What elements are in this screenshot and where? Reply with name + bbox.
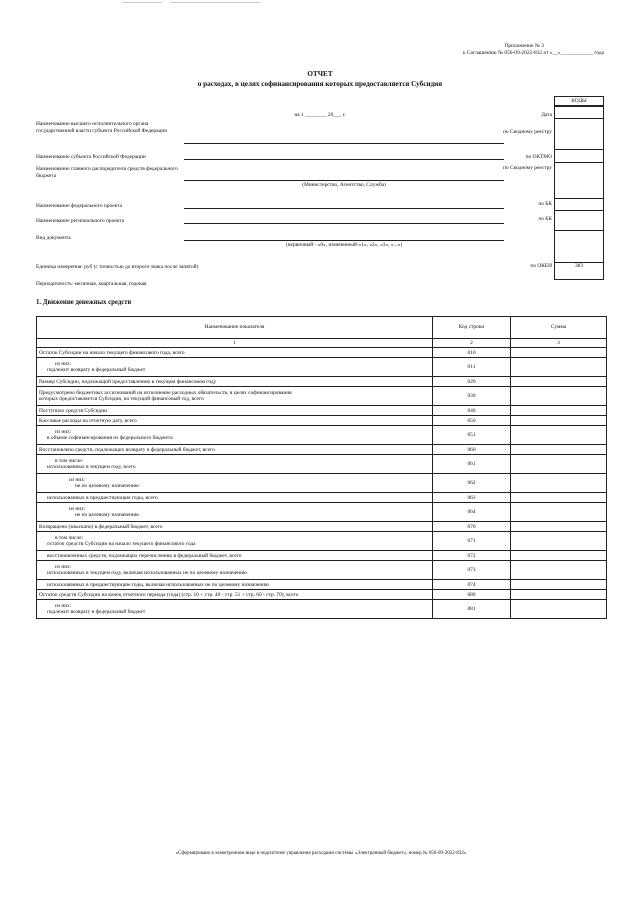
row-sum-cell[interactable] bbox=[511, 590, 607, 600]
row-sum-cell[interactable] bbox=[511, 406, 607, 416]
row-sum-cell[interactable] bbox=[511, 474, 607, 493]
row-indicator-line: в том числе: bbox=[55, 535, 84, 541]
doc-type-label: Вид документа bbox=[36, 235, 71, 241]
unit-label: Единица измерения: руб (с точностью до второго знака после запятой) bbox=[36, 264, 199, 270]
table-row bbox=[37, 474, 607, 493]
registry-label: по Сводному реестру bbox=[503, 129, 552, 135]
row-sum-cell[interactable] bbox=[511, 387, 607, 406]
codes-column bbox=[554, 106, 604, 280]
row-indicator-line: Остаток средств Субсидии на конец отчетного периода (года) (стр. 10 + стр. 40 - стр. 51 + стр. 60 - стр. 70), всего bbox=[39, 591, 299, 598]
row-indicator-line: не по целевому назначению bbox=[75, 483, 139, 490]
fed-project-label: Наименование федерального проекта bbox=[36, 203, 122, 209]
table-row bbox=[37, 580, 607, 590]
row-sum-cell[interactable] bbox=[511, 493, 607, 503]
table-row bbox=[37, 377, 607, 387]
table-row bbox=[37, 600, 607, 619]
row-indicator bbox=[37, 522, 433, 532]
row-indicator-line: которых предоставляется Субсидия, на текущий финансовый год, всего bbox=[39, 396, 204, 403]
row-indicator-line: из них: bbox=[55, 429, 72, 435]
agreement-reference: к Соглашению № 056-09-2022-832 от «__»____________ года bbox=[462, 50, 604, 56]
row-indicator bbox=[37, 406, 433, 416]
row-indicator-line: Остаток Субсидии на начало текущего финансового года, всего bbox=[39, 349, 185, 356]
row-indicator-line: в объеме софинансирования из федерального бюджета bbox=[47, 435, 173, 442]
table-row bbox=[37, 590, 607, 600]
section-title: 1. Движение денежных средств bbox=[36, 299, 132, 306]
row-code: 011 bbox=[433, 358, 511, 377]
table-row bbox=[37, 348, 607, 358]
row-indicator bbox=[37, 445, 433, 455]
row-indicator bbox=[37, 503, 433, 522]
row-indicator bbox=[37, 377, 433, 387]
row-indicator-line: не по целевому назначению bbox=[75, 512, 139, 519]
manager-hint: (Министерство, Агентство, Служба) bbox=[302, 182, 386, 188]
row-sum-cell[interactable] bbox=[511, 358, 607, 377]
row-code: 040 bbox=[433, 406, 511, 416]
codes-header: КОДЫ bbox=[571, 98, 587, 104]
row-code: 063 bbox=[433, 493, 511, 503]
row-indicator-line: из них: bbox=[69, 506, 86, 512]
okei-label: по ОКЕИ bbox=[530, 263, 552, 269]
row-indicator-line: из них: bbox=[69, 477, 86, 483]
table-row bbox=[37, 551, 607, 561]
row-sum-cell[interactable] bbox=[511, 532, 607, 551]
row-indicator-line: Возвращено (взыскано) в федеральный бюджет, всего bbox=[39, 523, 163, 530]
oktmo-label: по ОКТМО bbox=[525, 154, 552, 160]
row-indicator-line: использованных в предшествующие годы, включая использованных не по целевому назначению bbox=[47, 581, 270, 588]
bk-label-2: по БК bbox=[538, 216, 552, 222]
row-code: 081 bbox=[433, 600, 511, 619]
cash-flow-table bbox=[36, 316, 607, 619]
table-row bbox=[37, 426, 607, 445]
row-indicator-line: Восстановлено средств, подлежащих возврату в федеральный бюджет, всего bbox=[39, 446, 215, 453]
row-indicator-line: Предусмотрено бюджетных ассигнований на исполнение расходных обязательств, в целях софинансирования bbox=[39, 390, 292, 396]
row-code: 050 bbox=[433, 416, 511, 426]
table-row bbox=[37, 493, 607, 503]
table-row bbox=[37, 406, 607, 416]
row-sum-cell[interactable] bbox=[511, 445, 607, 455]
row-indicator-line: Размер Субсидии, подлежащий предоставлению в текущем финансовом году bbox=[39, 378, 217, 385]
row-code: 080 bbox=[433, 590, 511, 600]
row-indicator-line: из них: bbox=[55, 564, 72, 570]
row-sum-cell[interactable] bbox=[511, 426, 607, 445]
row-code: 051 bbox=[433, 426, 511, 445]
row-indicator bbox=[37, 426, 433, 445]
row-indicator bbox=[37, 590, 433, 600]
table-row bbox=[37, 522, 607, 532]
row-indicator-line: использованных в предшествующие годы, всего bbox=[47, 494, 158, 501]
table-row bbox=[37, 561, 607, 580]
table-row bbox=[37, 503, 607, 522]
manager-label: Наименование главного распорядителя средств федерального бюджета bbox=[36, 166, 178, 179]
row-code: 061 bbox=[433, 455, 511, 474]
row-code: 074 bbox=[433, 580, 511, 590]
row-indicator-line: из них: bbox=[55, 361, 72, 367]
row-sum-cell[interactable] bbox=[511, 561, 607, 580]
bk-label-1: по БК bbox=[538, 201, 552, 207]
table-row bbox=[37, 532, 607, 551]
row-code: 064 bbox=[433, 503, 511, 522]
table-row bbox=[37, 358, 607, 377]
row-indicator-line: использованных в текущем году, включая использованных не по целевому назначению bbox=[47, 570, 247, 577]
col-number-1: 1 bbox=[37, 339, 433, 348]
row-code: 010 bbox=[433, 348, 511, 358]
row-sum-cell[interactable] bbox=[511, 416, 607, 426]
row-indicator bbox=[37, 348, 433, 358]
registry2-label: по Сводному реестру bbox=[503, 165, 552, 171]
row-indicator-line: восстановленных средств, подлежащих перечислению в федеральный бюджет, всего bbox=[47, 552, 242, 559]
row-sum-cell[interactable] bbox=[511, 580, 607, 590]
row-indicator-line: использованных в текущем году, всего bbox=[47, 464, 136, 471]
row-code: 060 bbox=[433, 445, 511, 455]
appendix-label: Приложение № 3 bbox=[504, 43, 544, 49]
row-sum-cell[interactable] bbox=[511, 600, 607, 619]
row-code: 073 bbox=[433, 561, 511, 580]
table-row bbox=[37, 387, 607, 406]
row-indicator bbox=[37, 387, 433, 406]
row-indicator bbox=[37, 455, 433, 474]
okei-code: 383 bbox=[574, 263, 584, 269]
row-indicator bbox=[37, 358, 433, 377]
row-code: 062 bbox=[433, 474, 511, 493]
col-number-2: 2 bbox=[433, 339, 511, 348]
row-code: 070 bbox=[433, 522, 511, 532]
col-number-3: 3 bbox=[511, 339, 607, 348]
row-indicator bbox=[37, 532, 433, 551]
report-date: на 1 ________ 20___ г. bbox=[294, 112, 346, 118]
doc-type-hint: (первичный - «0», измененный-«1», «2», «3», «...») bbox=[285, 242, 403, 248]
authority-label: Наименование высшего исполнительного органа государственной власти субъекта Российской Федерации bbox=[36, 121, 168, 134]
row-indicator bbox=[37, 493, 433, 503]
subject-label: Наименование субъекта Российской Федерации bbox=[36, 154, 146, 160]
table-row bbox=[37, 445, 607, 455]
report-title: ОТЧЕТ bbox=[307, 70, 333, 78]
header-indicator: Наименование показателя bbox=[37, 317, 433, 339]
row-sum-cell[interactable] bbox=[511, 377, 607, 387]
row-indicator-line: остаток средств Субсидии на начало текущего финансового года bbox=[47, 541, 196, 548]
footer-note: «Сформировано в элекетронном виде в подсистеме управления расходами системы «Электронный бюджет», номер № 056-09-2022-832» bbox=[175, 851, 467, 856]
row-indicator-line: в том числе: bbox=[55, 458, 84, 464]
row-code: 072 bbox=[433, 551, 511, 561]
row-indicator bbox=[37, 561, 433, 580]
report-subtitle: о расходах, в целях софинансирования которых предоставляется Субсидия bbox=[197, 80, 443, 88]
periodicity-label: Периодичность: месячная, квартальная, годовая bbox=[36, 281, 147, 287]
row-indicator bbox=[37, 416, 433, 426]
row-sum-cell[interactable] bbox=[511, 455, 607, 474]
row-code: 020 bbox=[433, 377, 511, 387]
row-code: 071 bbox=[433, 532, 511, 551]
table-row bbox=[37, 416, 607, 426]
header-row-code: Код строки bbox=[433, 317, 511, 339]
row-indicator-line: подлежит возврату в федеральный бюджет bbox=[47, 367, 146, 374]
row-sum-cell[interactable] bbox=[511, 503, 607, 522]
row-indicator-line: подлежит возврату в федеральный бюджет bbox=[47, 609, 146, 616]
row-indicator-line: из них: bbox=[55, 603, 72, 609]
row-sum-cell[interactable] bbox=[511, 522, 607, 532]
row-indicator bbox=[37, 600, 433, 619]
table-row bbox=[37, 455, 607, 474]
row-indicator bbox=[37, 551, 433, 561]
row-sum-cell[interactable] bbox=[511, 348, 607, 358]
row-sum-cell[interactable] bbox=[511, 551, 607, 561]
row-code: 030 bbox=[433, 387, 511, 406]
row-indicator-line: Кассовые расходы на отчетную дату, всего bbox=[39, 417, 137, 424]
row-indicator bbox=[37, 474, 433, 493]
date-label: Дата bbox=[541, 112, 552, 118]
header-sum: Сумма bbox=[511, 317, 607, 339]
row-indicator-line: Поступило средств Субсидии bbox=[39, 407, 108, 414]
reg-project-label: Наименование регионального проекта bbox=[36, 218, 125, 224]
row-indicator bbox=[37, 580, 433, 590]
